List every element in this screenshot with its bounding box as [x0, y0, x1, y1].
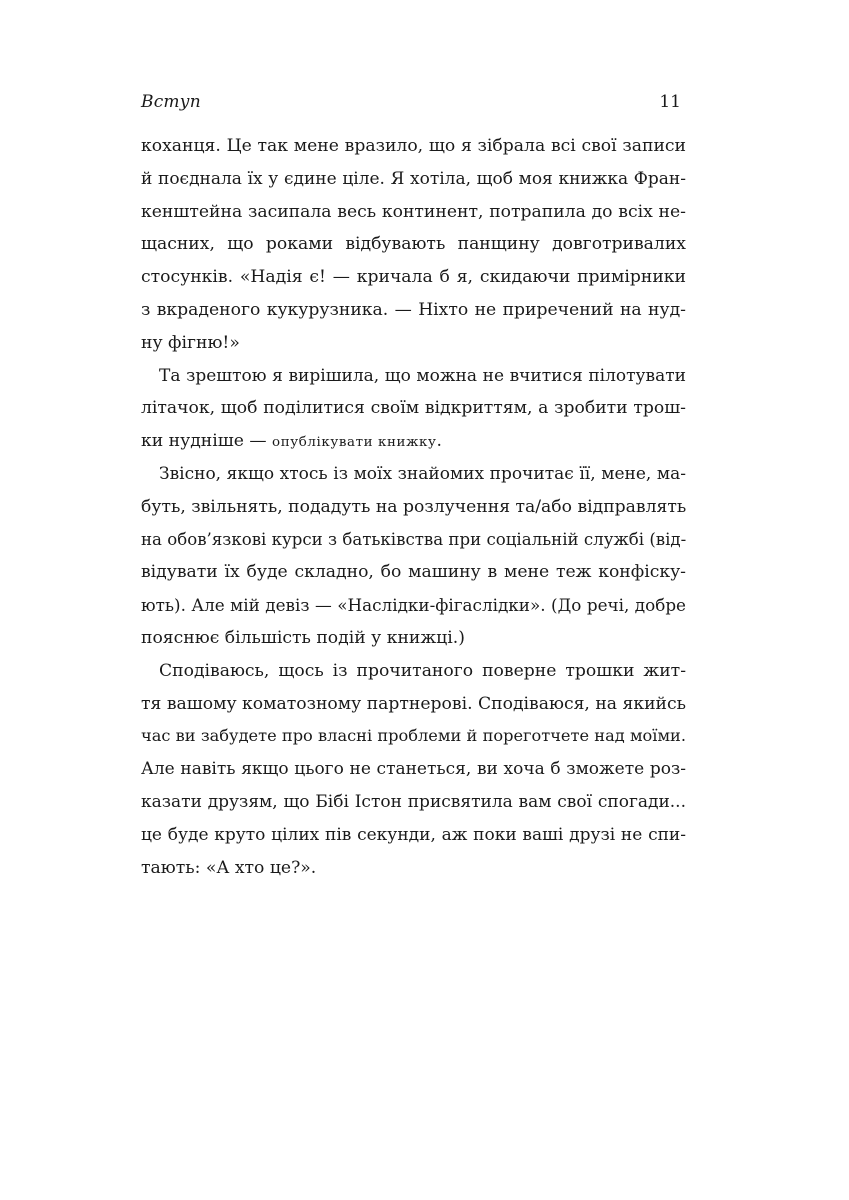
text-line: на обов’язкові курси з батьківства при соціальній службі (від-	[141, 529, 687, 549]
body-text	[141, 130, 686, 884]
text-line: тя вашому коматозному партнерові. Сподіваюся, на якийсь	[141, 693, 686, 714]
text-line: стосунків. «Надія є! — кричала б я, скидаючи примірники	[141, 267, 686, 288]
text-line: це буде круто цілих пів секунди, аж поки ваші друзі не спи-	[141, 824, 686, 845]
text-line: коханця. Це так мене вразило, що я зібрала всі свої записи	[141, 136, 686, 156]
text-line: ють). Але мій девіз — «Наслідки-фігаслідки». (До речі, добре	[141, 595, 686, 616]
text-line: й поєднала їх у єдине ціле. Я хотіла, щоб моя книжка Фран-	[141, 168, 686, 189]
text-line: казати друзям, що Бібі Істон присвятила вам свої спогади...	[141, 791, 686, 812]
text-line: з вкраденого кукурузника. — Ніхто не приречений на нуд-	[141, 299, 686, 320]
text-line: Але навіть якщо цього не станеться, ви хоча б зможете роз-	[141, 759, 686, 780]
text-line: щасних, що роками відбувають панщину довготривалих	[141, 234, 686, 255]
text-fragment: .	[436, 431, 442, 452]
small-caps-phrase: опублікувати книжку	[272, 435, 437, 451]
text-line: відувати їх буде складно, бо машину в мене теж конфіску-	[141, 562, 686, 583]
text-line: Сподіваюсь, щось із прочитаного поверне трошки жит-	[159, 660, 686, 681]
text-line	[141, 425, 686, 458]
text-line: тають: «А хто це?».	[141, 857, 317, 878]
text-line: літачок, щоб поділитися своїм відкриттям, а зробити трош-	[141, 398, 686, 419]
text-line: Та зрештою я вирішила, що можна не вчитися пілотувати	[159, 365, 686, 386]
running-head: Вступ	[141, 92, 201, 112]
text-line: буть, звільнять, подадуть на розлучення та/або відправлять	[141, 496, 687, 517]
text-line: пояснює більшість подій у книжці.)	[141, 627, 465, 648]
text-line: Звісно, якщо хтось із моїх знайомих прочитає її, мене, ма-	[159, 463, 686, 484]
page-number: 11	[659, 92, 681, 112]
text-line: ну фігню!»	[141, 332, 240, 353]
text-fragment: ки нудніше —	[141, 431, 273, 452]
text-line: кенштейна засипала весь континент, потрапила до всіх не-	[141, 201, 686, 222]
text-line: час ви забудете про власні проблеми й пореготчете над моїми.	[141, 726, 686, 746]
